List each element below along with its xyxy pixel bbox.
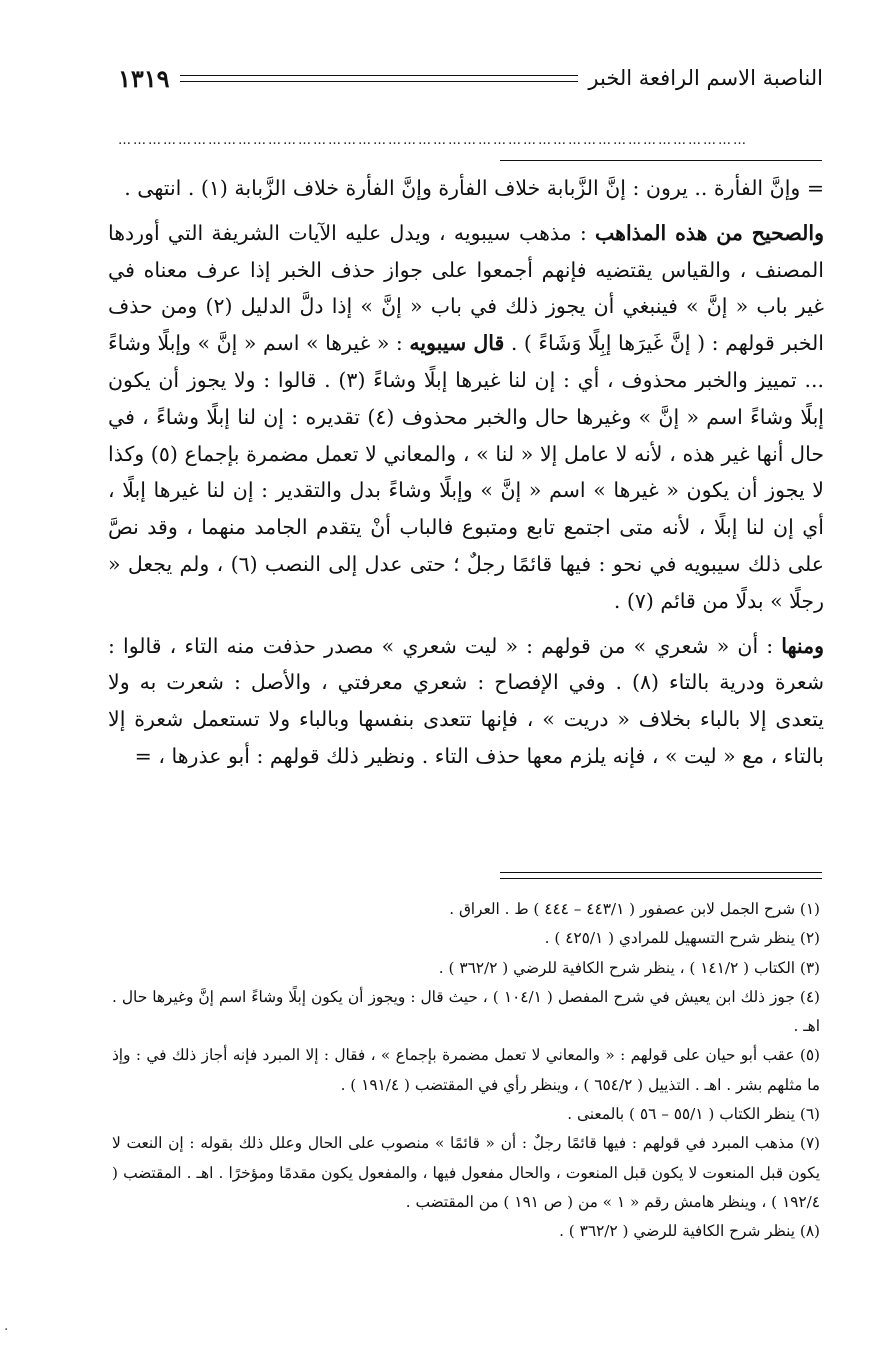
body-text [108, 170, 824, 775]
footnote-separator [500, 872, 822, 879]
page-number: ١٣١٩ [118, 63, 170, 93]
paragraph-correct-opinion [108, 215, 824, 620]
footnote: (٧) مذهب المبرد في قولهم : فيها قائمًا رجلٌ : أن « قائمًا » منصوب على الحال وعلل ذلك بقوله : إن النعت لا يكون قبل المنعوت لا يكون قبل المنعوت ، والحال مفعول فيها ، والمفعول يكون مقدمًا ومؤخرًا . اهـ . المقتضب ( ١٩٢/٤ ) ، وينظر هامش رقم « ١ » من ( ص ١٩١ ) من المقتضب . [112, 1134, 820, 1211]
text-top-rule [500, 160, 822, 161]
footnote: (٥) عقب أبو حيان على قولهم : « والمعاني لا تعمل مضمرة بإجماع » ، فقال : إلا المبرد فإنه أجاز ذلك في : وإذ ما مثلهم بشر . اهـ . التذييل ( ٦٥٤/٢ ) ، وينظر رأي في المقتضب ( ١٩١/٤ ) . [112, 1046, 820, 1094]
footnote: (١) شرح الجمل لابن عصفور ( ٤٤٣/١ – ٤٤٤ ) ط . العراق . [449, 900, 820, 918]
margin-mark: · [4, 1322, 9, 1338]
lead-phrase: ومنها [781, 633, 824, 658]
sibawayh-quote-lead: قال سيبويه [409, 331, 505, 356]
footnote: (٢) ينظر شرح التسهيل للمرادي ( ٤٢٥/١ ) . [544, 929, 820, 948]
footnotes [112, 895, 820, 1247]
header-rule [180, 75, 579, 82]
dotted-separator: ……………………………………………………………………………………………………………… [118, 136, 748, 146]
paragraph-text: : مذهب سيبويه ، ويدل عليه الآيات الشريفة التي أوردها المصنف ، والقياس يقتضيه فإنهم أجمعوا على جواز حذف الخبر إذا عرف معناه في غير باب « إنَّ » فينبغي أن يجوز ذلك في باب « إنَّ » إذا دلَّ الدليل (٢) ومن حذف الخبر قولهم : ( إنَّ غَيرَها إبِلًا وَشَاءً ) . [108, 220, 825, 356]
lead-phrase: والصحيح من هذه المذاهب [595, 220, 824, 245]
paragraph-text: : « غيرها » اسم « إنَّ » وإبلًا وشاءً ... تمييز والخبر محذوف ، أي : إن لنا غيرها إبلًا وشاءً (٣) . قالوا : ولا يجوز أن يكون إبلًا وشاءً اسم « إنَّ » وغيرها حال والخبر محذوف (٤) تقديره : إن لنا إبلًا وشاءً ، في حال أنها غير هذه ، لأنه لا عامل إلا « لنا » ، والمعاني لا تعمل مضمرة بإجماع (٥) وكذا لا يجوز أن يكون « غيرها » اسم « إنَّ » وإبلًا وشاءً بدل والتقدير : إن لنا غيرها إبلًا ، أي إن لنا إبلًا ، لأنه متى اجتمع تابع ومتبوع فالباب أنْ يتقدم الجامد منهما ، وقد نصَّ على ذلك سيبويه في نحو : فيها قائمًا رجلٌ ؛ حتى عدل إلى النصب (٦) ، ولم يجعل « رجلًا » بدلًا من قائم (٧) . [108, 331, 825, 613]
paragraph-among-them [108, 628, 824, 775]
footnote: (٨) ينظر شرح الكافية للرضي ( ٣٦٢/٢ ) . [559, 1222, 820, 1241]
paragraph-text: : أن « شعري » من قولهم : « ليت شعري » مصدر حذفت منه التاء ، قالوا : شعرة ودرية بالتاء (٨) . وفي الإفصاح : شعري معرفتي ، والأصل : شعرت به ولا يتعدى إلا بالباء بخلاف « دريت » ، فإنها تتعدى بنفسها وبالباء ولا تستعمل شعرة إلا بالتاء ، مع « ليت » ، فإنه يلزم معها حذف التاء . ونظير ذلك قولهم : أبو عذرها ، = [108, 633, 824, 768]
chapter-title: الناصبة الاسم الرافعة الخبر [588, 66, 823, 90]
footnote: (٣) الكتاب ( ١٤١/٢ ) ، ينظر شرح الكافية للرضي ( ٣٦٢/٢ ) . [438, 958, 820, 977]
footnote: (٤) جوز ذلك ابن يعيش في شرح المفصل ( ١٠٤/١ ) ، حيث قال : ويجوز أن يكون إبلًا وشاءً اسم إنَّ وغيرها حال . اهـ . [112, 987, 820, 1036]
footnote: (٦) ينظر الكتاب ( ٥٥/١ – ٥٦ ) بالمعنى . [567, 1105, 820, 1124]
running-header [118, 58, 823, 98]
paragraph-continuation: = وإنَّ الفأرة .. يرون : إنَّ الزَّبابة خلاف الفأرة وإنَّ الفأرة خلاف الزَّبابة (١) . انتهى . [124, 176, 824, 200]
